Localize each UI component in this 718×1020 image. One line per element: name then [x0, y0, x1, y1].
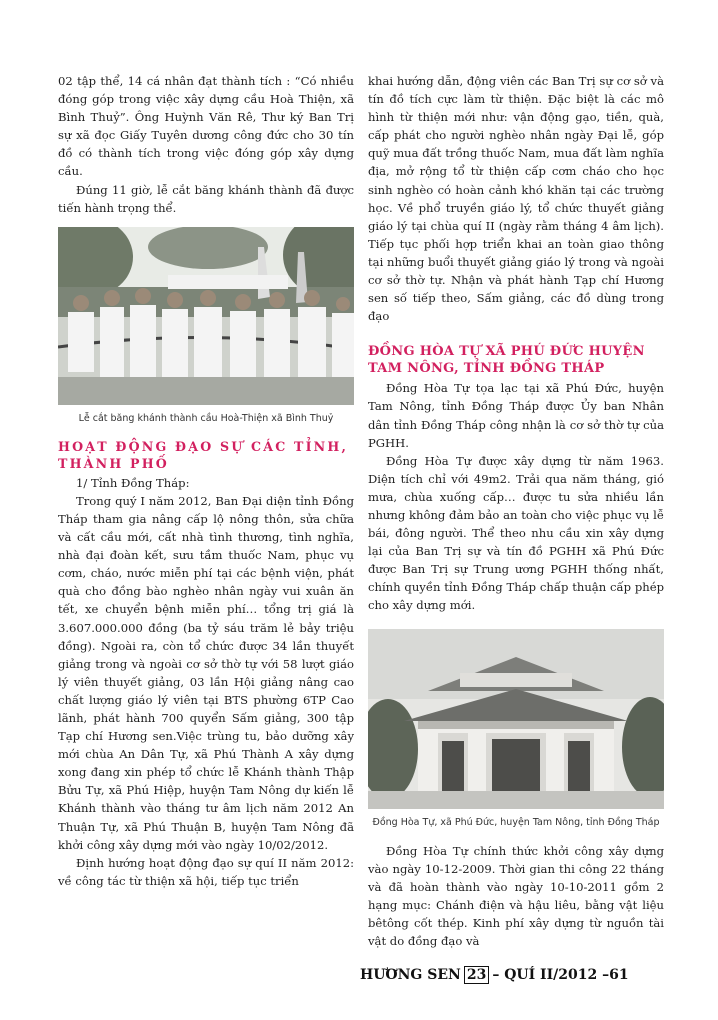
ribbon-cutting-illustration	[58, 227, 354, 405]
article-paragraph: Định hướng hoạt động đạo sự quí II năm 2012: về công tác từ thiện xã hội, tiếp tục triển	[58, 855, 354, 888]
temple-photo	[368, 629, 664, 809]
article-paragraph: 02 tập thể, 14 cá nhân đạt thành tích : “Có nhiều đóng góp trong việc xây dựng cầu Hoà Thiện, xã Bình Thuỷ”. Ông Huỳnh Văn Rê, Thư ký Ban Trị sự xã đọc Giấy Tuyên dương công đức cho 30 tín đồ có thành tích trong việc đóng góp xây dựng cầu.	[58, 74, 354, 179]
ribbon-cutting-photo	[58, 227, 354, 405]
subheading: 1/ Tỉnh Đồng Tháp:	[76, 475, 190, 490]
temple-illustration	[368, 629, 664, 809]
article-paragraph: Trong quý I năm 2012, Ban Đại diện tỉnh Đồng Tháp tham gia nâng cấp lộ nông thôn, sửa chữa và cất cầu mới, cất nhà tình thương, tình nghĩa, nhà đại đoàn kết, sưu tầm thuốc Nam, phục vụ cơm, cháo, nước miễn phí tại các bệnh viện, phát quà cho đồng bào nghèo nhân ngày vui xuân ăn tết, xe chuyển bệnh miễn phí… tổng trị giá là 3.607.000.000 đồng (ba tỷ sáu trăm lẻ bảy triệu đồng). Ngoài ra, còn tổ chức được 34 lần thuyết giảng trong và ngoài cơ sở thờ tự với 58 lượt giáo lý viên thuyết giảng, 03 lần Hội giảng nâng cao chất lượng giáo lý viên tại BTS phường 6TP Cao lãnh, phát hành 700 quyển Sấm giảng, 300 tập Tạp chí Hương sen.Việc trùng tu, bảo dưỡng xây mới chùa An Dân Tự, xã Phú Thành A xây dựng xong đang xin phép tổ chức lễ Khánh thành Thập Bửu Tự, xã Phú Hiệp, huyện Tam Nông dự kiến lễ Khánh thành vào tháng tư âm lịch năm 2012 An Thuận Tự, xã Phú Thuận B, huyện Tam Nông đã khởi công xây dựng mới vào ngày 10/02/2012.	[58, 493, 354, 852]
photo-caption: Đồng Hòa Tự, xã Phú Đức, huyện Tam Nông, tỉnh Đồng Tháp	[372, 816, 660, 828]
left-column	[58, 72, 354, 890]
article-paragraph: Đồng Hòa Tự được xây dựng từ năm 1963. Diện tích chỉ với 49m2. Trải qua năm tháng, gió mưa, chùa xuống cấp… được tu sửa nhiều lần nhưng không đảm bảo an toàn cho việc phục vụ lễ bái, đông người. Thể theo nhu cầu xin xây dựng lại của Ban Trị sự và tín đồ PGHH xã Phú Đức được Ban Trị sự Trung ương PGHH thống nhất, chính quyền tỉnh Đồng Tháp chấp thuận cấp phép cho xây dựng mới.	[368, 453, 664, 613]
section-heading: HOẠT ĐỘNG ĐẠO SỰ CÁC TỈNH, THÀNH PHỐ	[58, 438, 349, 471]
article-paragraph: Đúng 11 giờ, lễ cắt băng khánh thành đã được tiến hành trọng thể.	[58, 182, 354, 215]
issue-label: – QUÍ II/2012 –61	[492, 967, 629, 983]
right-column	[368, 72, 664, 950]
photo-caption: Lễ cắt băng khánh thành cầu Hoà-Thiện xã Bình Thuỷ	[78, 412, 334, 424]
page-number-box: 23	[464, 966, 489, 984]
article-paragraph: Đồng Hòa Tự tọa lạc tại xã Phú Đức, huyện Tam Nông, tỉnh Đồng Tháp được Ủy ban Nhân dân tỉnh Đồng Tháp công nhận là cơ sở thờ tự của PGHH.	[368, 381, 664, 450]
page-footer	[360, 966, 680, 984]
magazine-name: HƯƠNG SEN	[360, 967, 461, 983]
article-paragraph: Đồng Hòa Tự chính thức khởi công xây dựng vào ngày 10-12-2009. Thời gian thi công 22 tháng và đã hoàn thành vào ngày 10-10-2011 gồm 2 hạng mục: Chánh điện và hậu liêu, bằng vật liệu bêtông cốt thép. Kinh phí xây dựng từ nguồn tài vật do đồng đạo và	[368, 843, 664, 948]
article-paragraph: khai hướng dẫn, động viên các Ban Trị sự cơ sở và tín đồ tích cực làm từ thiện. Đặc biệt là các mô hình từ thiện mới như: vận động gạo, tiền, quà, cấp phát cho người nghèo nhân ngày Đại lễ, góp quỹ mua đất trồng thuốc Nam, mua đất làm nghĩa địa, mở rộng tổ từ thiện cấp cơm cháo cho học sinh nghèo có hoàn cảnh khó khăn tại các trường học. Về phổ truyền giáo lý, tổ chức thuyết giảng giáo lý tại chùa quí II (ngày rằm tháng 4 âm lịch). Tiếp tục phối hợp triển khai an toàn giao thông tại những buổi thuyết giảng giáo lý trong và ngoài cơ sở thờ tự. Nhận và phát hành Tạp chí Hương sen số tiếp theo, Sấm giảng, các đồ dùng trong đạo	[368, 74, 664, 324]
section-heading: ĐỒNG HÒA TỰ XÃ PHÚ ĐỨC HUYỆN TAM NÔNG, TỈNH ĐỒNG THÁP	[368, 344, 645, 377]
